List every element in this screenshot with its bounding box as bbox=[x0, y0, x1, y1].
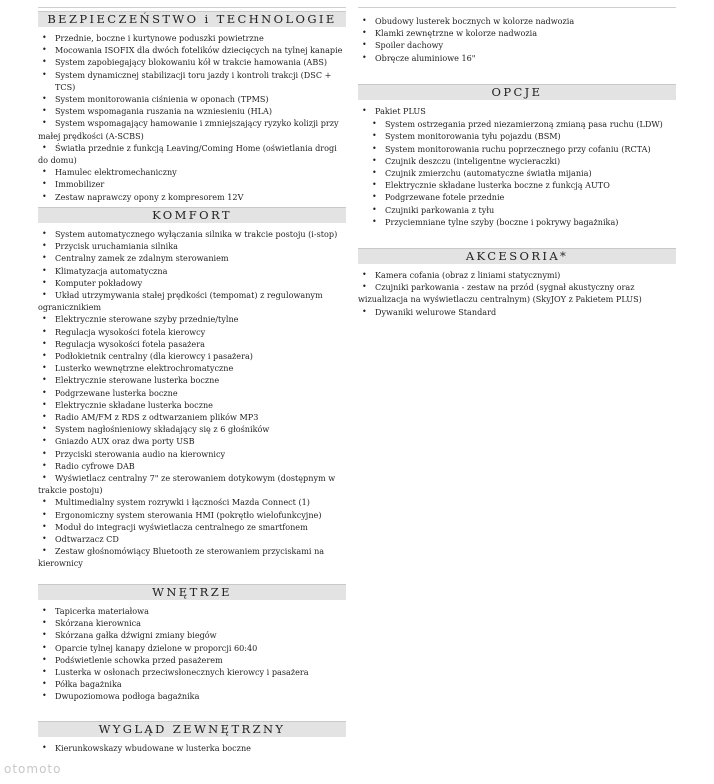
top-divider-right bbox=[358, 7, 676, 8]
list-item: • Skórzana gałka dźwigni zmiany biegów bbox=[38, 629, 346, 641]
list-item: • Klimatyzacja automatyczna bbox=[38, 265, 346, 277]
list-item: • System monitorowania ciśnienia w oponach (TPMS) bbox=[38, 93, 346, 105]
list-item: • Klamki zewnętrzne w kolorze nadwozia bbox=[358, 27, 676, 39]
list-item: • Lusterko wewnętrzne elektrochromatyczne bbox=[38, 362, 346, 374]
list-item: • Odtwarzacz CD bbox=[38, 533, 346, 545]
list-item: • Lusterka w osłonach przeciwsłonecznych kierowcy i pasażera bbox=[38, 666, 346, 678]
list-item: • Obręcze aluminiowe 16" bbox=[358, 52, 676, 64]
section-security bbox=[38, 11, 346, 203]
list-item: • System nagłośnieniowy składający się z 6 głośników bbox=[38, 423, 346, 435]
options-list bbox=[358, 118, 676, 228]
list-item: • Radio cyfrowe DAB bbox=[38, 460, 346, 472]
list-item: • System automatycznego wyłączania silnika w trakcie postoju (i-stop) bbox=[38, 228, 346, 240]
options-package bbox=[358, 105, 676, 117]
accessories-list bbox=[358, 269, 676, 318]
list-item: • Regulacja wysokości fotela pasażera bbox=[38, 338, 346, 350]
list-item: • Zestaw naprawczy opony z kompresorem 12V bbox=[38, 191, 346, 203]
list-item: • Światła przednie z funkcją Leaving/Coming Home (oświetlania drogi do domu) bbox=[38, 142, 346, 166]
list-item: • Gniazdo AUX oraz dwa porty USB bbox=[38, 435, 346, 447]
list-item: • Regulacja wysokości fotela kierowcy bbox=[38, 326, 346, 338]
list-item: • Moduł do integracji wyświetlacza centralnego ze smartfonem bbox=[38, 521, 346, 533]
section-title: WNĘTRZE bbox=[38, 584, 346, 600]
comfort-list bbox=[38, 228, 346, 570]
section-accessories bbox=[358, 248, 676, 318]
list-item: • Czujnik deszczu (inteligentne wycieraczki) bbox=[358, 155, 676, 167]
top-divider-left bbox=[38, 7, 346, 8]
list-item: • Oparcie tylnej kanapy dzielone w proporcji 60:40 bbox=[38, 642, 346, 654]
list-item: • Podgrzewane lusterka boczne bbox=[38, 387, 346, 399]
list-item: • Kamera cofania (obraz z liniami statycznymi) bbox=[358, 269, 676, 281]
list-item: • Tapicerka materiałowa bbox=[38, 605, 346, 617]
list-item: • System monitorowania tyłu pojazdu (BSM) bbox=[358, 130, 676, 142]
list-item: • Kierunkowskazy wbudowane w lusterka boczne bbox=[38, 742, 346, 754]
list-item: • System zapobiegający blokowaniu kół w trakcie hamowania (ABS) bbox=[38, 56, 346, 68]
section-exterior bbox=[38, 721, 346, 754]
list-item: • Przyciemniane tylne szyby (boczne i pokrywy bagażnika) bbox=[358, 216, 676, 228]
section-title: BEZPIECZEŃSTWO i TECHNOLOGIE bbox=[38, 11, 346, 27]
list-item: • Podłokietnik centralny (dla kierowcy i pasażera) bbox=[38, 350, 346, 362]
list-item: • Czujniki parkowania - zestaw na przód (sygnał akustyczny oraz wizualizacja na wyświetlaczu centralnym) (SkyJOY z Pakietem PLUS) bbox=[358, 281, 676, 305]
list-item: • Wyświetlacz centralny 7" ze sterowaniem dotykowym (dostępnym w trakcie postoju) bbox=[38, 472, 346, 496]
list-item: • Skórzana kierownica bbox=[38, 617, 346, 629]
section-title: OPCJE bbox=[358, 84, 676, 100]
list-item: • Układ utrzymywania stałej prędkości (tempomat) z regulowanym ogranicznikiem bbox=[38, 289, 346, 313]
list-item: • Elektrycznie składane lusterka boczne bbox=[38, 399, 346, 411]
list-item: • Ergonomiczny system sterowania HMI (pokrętło wielofunkcyjne) bbox=[38, 509, 346, 521]
list-item: • Elektrycznie sterowane szyby przednie/tylne bbox=[38, 313, 346, 325]
section-options bbox=[358, 84, 676, 228]
interior-list bbox=[38, 605, 346, 703]
list-item: • Multimedialny system rozrywki i łączności Mazda Connect (1) bbox=[38, 496, 346, 508]
list-item: • Mocowania ISOFIX dla dwóch fotelików dziecięcych na tylnej kanapie bbox=[38, 44, 346, 56]
list-item: • Radio AM/FM z RDS z odtwarzaniem plików MP3 bbox=[38, 411, 346, 423]
list-item: • Centralny zamek ze zdalnym sterowaniem bbox=[38, 252, 346, 264]
list-item: • System ostrzegania przed niezamierzoną zmianą pasa ruchu (LDW) bbox=[358, 118, 676, 130]
list-item: • System monitorowania ruchu poprzecznego przy cofaniu (RCTA) bbox=[358, 143, 676, 155]
list-item: • Zestaw głośnomówiący Bluetooth ze sterowaniem przyciskami na kierownicy bbox=[38, 545, 346, 569]
list-item: • Hamulec elektromechaniczny bbox=[38, 166, 346, 178]
list-item: • Komputer pokładowy bbox=[38, 277, 346, 289]
list-item: • Elektrycznie sterowane lusterka boczne bbox=[38, 374, 346, 386]
security-list bbox=[38, 32, 346, 203]
list-item: • System dynamicznej stabilizacji toru jazdy i kontroli trakcji (DSC + TCS) bbox=[38, 69, 346, 93]
exterior-continued-list bbox=[358, 15, 676, 64]
list-item: • Półka bagażnika bbox=[38, 678, 346, 690]
list-item: • Czujniki parkowania z tyłu bbox=[358, 204, 676, 216]
section-title: AKCESORIA* bbox=[358, 248, 676, 264]
exterior-list bbox=[38, 742, 346, 754]
package-item: • Pakiet PLUS bbox=[358, 105, 676, 117]
list-item: • Elektrycznie składane lusterka boczne z funkcją AUTO bbox=[358, 179, 676, 191]
list-item: • Przycisk uruchamiania silnika bbox=[38, 240, 346, 252]
section-comfort bbox=[38, 207, 346, 570]
list-item: • Dywaniki welurowe Standard bbox=[358, 306, 676, 318]
list-item: • Czujnik zmierzchu (automatyczne światła mijania) bbox=[358, 167, 676, 179]
list-item: • Dwupoziomowa podłoga bagażnika bbox=[38, 690, 346, 702]
list-item: • Podświetlenie schowka przed pasażerem bbox=[38, 654, 346, 666]
list-item: • System wspomagający hamowanie i zmniejszający ryzyko kolizji przy małej prędkości (A-SCBS) bbox=[38, 117, 346, 141]
section-title: WYGLĄD ZEWNĘTRZNY bbox=[38, 721, 346, 737]
list-item: • System wspomagania ruszania na wzniesieniu (HLA) bbox=[38, 105, 346, 117]
list-item: • Immobilizer bbox=[38, 178, 346, 190]
list-item: • Podgrzewane fotele przednie bbox=[358, 191, 676, 203]
list-item: • Przyciski sterowania audio na kierownicy bbox=[38, 448, 346, 460]
list-item: • Obudowy lusterek bocznych w kolorze nadwozia bbox=[358, 15, 676, 27]
section-interior bbox=[38, 584, 346, 703]
list-item: • Spoiler dachowy bbox=[358, 39, 676, 51]
list-item: • Przednie, boczne i kurtynowe poduszki powietrzne bbox=[38, 32, 346, 44]
section-title: KOMFORT bbox=[38, 207, 346, 223]
section-exterior-continued bbox=[358, 15, 676, 64]
watermark: otomoto bbox=[4, 762, 62, 776]
